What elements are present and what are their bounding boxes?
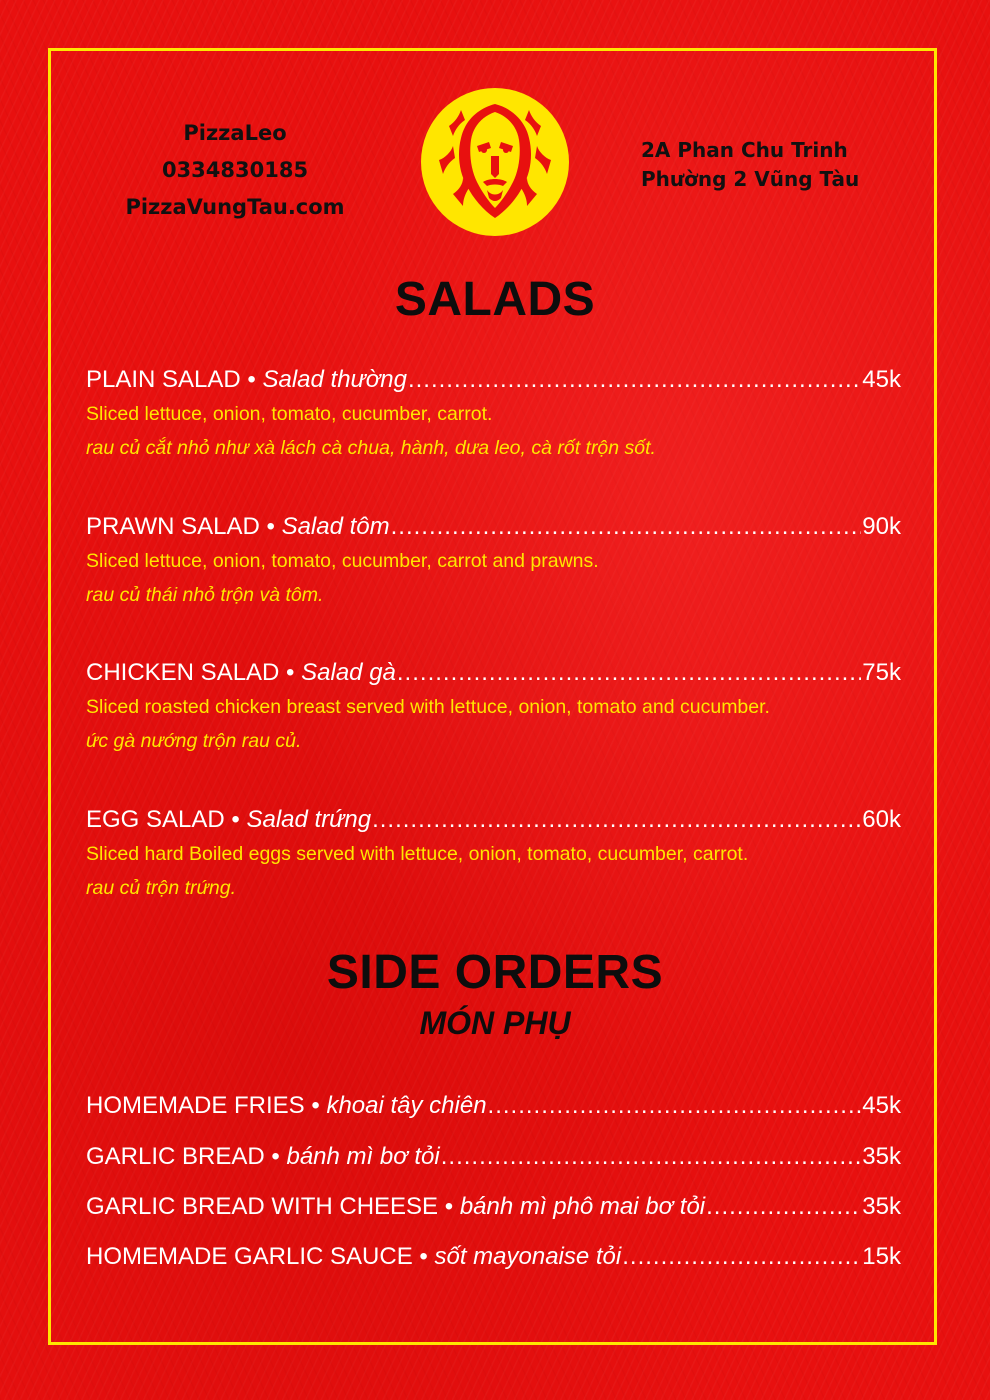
item-name-vi: Salad thường bbox=[262, 366, 407, 393]
item-description-en: Sliced lettuce, onion, tomato, cucumber, carrot and prawns. bbox=[86, 550, 599, 572]
item-name-vi: Salad gà bbox=[301, 659, 396, 686]
menu-item-plain-salad bbox=[86, 365, 901, 461]
item-separator: • bbox=[438, 1193, 460, 1220]
side-item-garlic-bread bbox=[86, 1142, 901, 1172]
item-name: PRAWN SALAD bbox=[86, 513, 260, 540]
item-name-vi: khoai tây chiên bbox=[326, 1092, 487, 1119]
item-name: CHICKEN SALAD bbox=[86, 659, 280, 686]
item-separator: • bbox=[259, 513, 282, 540]
dot-leader bbox=[706, 1192, 861, 1222]
dot-leader bbox=[391, 512, 862, 542]
menu-item-prawn-salad bbox=[86, 512, 901, 608]
item-description-en: Sliced roasted chicken breast served with lettuce, onion, tomato and cucumber. bbox=[86, 696, 770, 718]
item-description-vi: rau củ trộn trứng. bbox=[86, 877, 237, 899]
dot-leader bbox=[408, 365, 861, 395]
item-name: PLAIN SALAD bbox=[86, 366, 241, 393]
item-name-vi: Salad trứng bbox=[246, 806, 372, 833]
item-header bbox=[86, 1192, 901, 1222]
item-name: EGG SALAD bbox=[86, 806, 225, 833]
address-line-2: Phường 2 Vũng Tàu bbox=[641, 167, 860, 191]
item-description-vi: ức gà nướng trộn rau củ. bbox=[86, 730, 302, 752]
dot-leader bbox=[622, 1242, 861, 1272]
contact-block bbox=[110, 115, 360, 226]
restaurant-name: PizzaLeo bbox=[183, 121, 287, 145]
item-header bbox=[86, 658, 901, 688]
item-separator: • bbox=[240, 366, 263, 393]
item-header bbox=[86, 805, 901, 835]
item-price: 75k bbox=[862, 659, 901, 686]
item-description-vi: rau củ thái nhỏ trộn và tôm. bbox=[86, 584, 324, 606]
lion-head-logo-icon bbox=[419, 86, 571, 238]
item-header bbox=[86, 1242, 901, 1272]
item-separator: • bbox=[224, 806, 247, 833]
website: PizzaVungTau.com bbox=[125, 195, 345, 219]
item-price: 90k bbox=[862, 513, 901, 540]
address-line-1: 2A Phan Chu Trinh bbox=[641, 138, 848, 162]
item-name-vi: bánh mì bơ tỏi bbox=[286, 1143, 440, 1170]
item-name-vi: sốt mayonaise tỏi bbox=[434, 1243, 622, 1270]
dot-leader bbox=[488, 1091, 862, 1121]
item-header bbox=[86, 512, 901, 542]
item-price: 35k bbox=[862, 1193, 901, 1220]
item-description-vi: rau củ cắt nhỏ như xà lách cà chua, hành, dưa leo, cà rốt trộn sốt. bbox=[86, 437, 656, 459]
item-header bbox=[86, 1091, 901, 1121]
item-name-vi: Salad tôm bbox=[281, 513, 390, 540]
side-item-homemade-fries bbox=[86, 1091, 901, 1121]
menu-item-chicken-salad bbox=[86, 658, 901, 754]
item-header bbox=[86, 1142, 901, 1172]
section-title-salads: SALADS bbox=[394, 273, 596, 326]
item-separator: • bbox=[279, 659, 302, 686]
item-name: GARLIC BREAD WITH CHEESE bbox=[86, 1193, 439, 1220]
side-item-garlic-bread-with-cheese bbox=[86, 1192, 901, 1222]
item-separator: • bbox=[264, 1143, 287, 1170]
section-title-side-orders: SIDE ORDERS bbox=[326, 946, 664, 999]
item-name-vi: bánh mì phô mai bơ tỏi bbox=[459, 1193, 706, 1220]
item-name: HOMEMADE FRIES bbox=[86, 1092, 305, 1119]
item-price: 45k bbox=[862, 1092, 901, 1119]
item-name: HOMEMADE GARLIC SAUCE bbox=[86, 1243, 413, 1270]
address-block bbox=[641, 136, 859, 194]
item-description-en: Sliced lettuce, onion, tomato, cucumber, carrot. bbox=[86, 403, 493, 425]
dot-leader bbox=[397, 658, 861, 688]
item-price: 60k bbox=[862, 806, 901, 833]
item-name: GARLIC BREAD bbox=[86, 1143, 265, 1170]
section-subtitle-side-orders: MÓN PHỤ bbox=[419, 1005, 571, 1041]
item-separator: • bbox=[304, 1092, 327, 1119]
dot-leader bbox=[372, 805, 861, 835]
item-description-en: Sliced hard Boiled eggs served with lettuce, onion, tomato, cucumber, carrot. bbox=[86, 843, 749, 865]
item-price: 15k bbox=[862, 1243, 901, 1270]
item-price: 45k bbox=[862, 366, 901, 393]
item-price: 35k bbox=[862, 1143, 901, 1170]
dot-leader bbox=[441, 1142, 862, 1172]
side-item-homemade-garlic-sauce bbox=[86, 1242, 901, 1272]
menu-item-egg-salad bbox=[86, 805, 901, 901]
item-header bbox=[86, 365, 901, 395]
item-separator: • bbox=[412, 1243, 435, 1270]
phone-number: 0334830185 bbox=[161, 158, 309, 182]
